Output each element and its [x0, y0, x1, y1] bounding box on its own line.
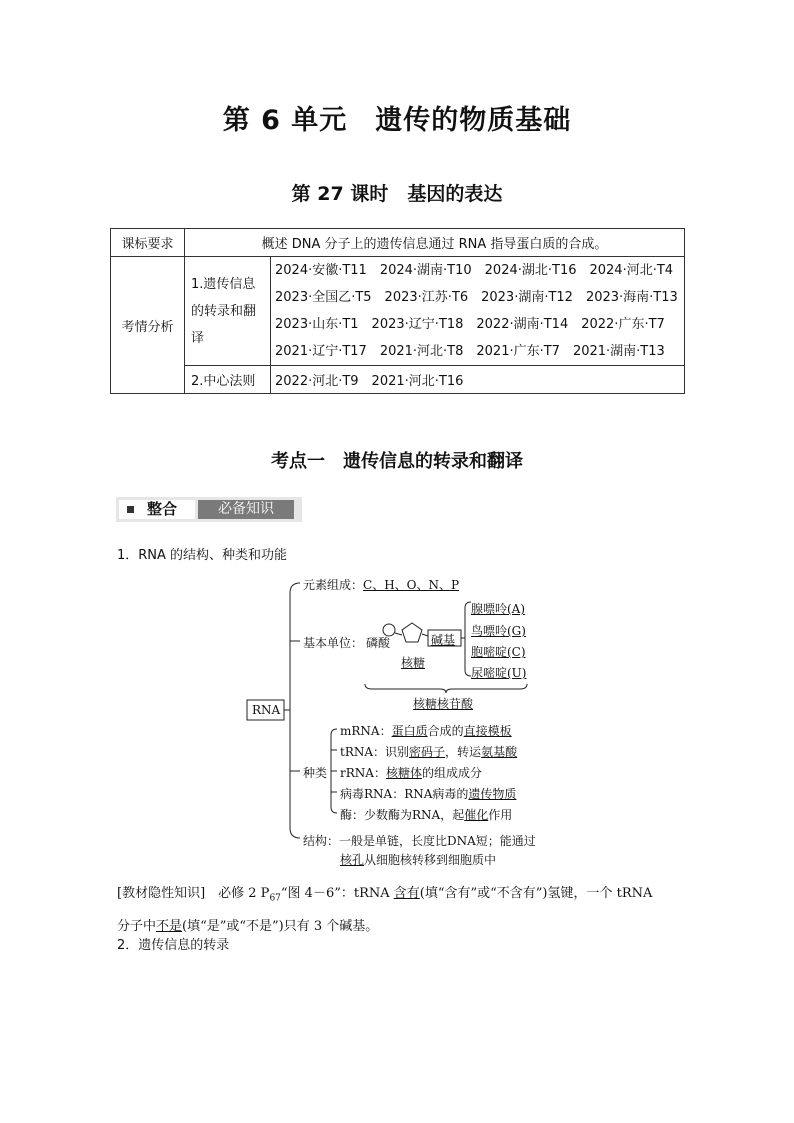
type-rrna	[340, 764, 482, 781]
type-trna	[340, 743, 517, 760]
exam-line: 2023·全国乙·T5 2023·江苏·T6 2023·湖南·T12 2023·海南·T13	[275, 290, 678, 305]
virus-prefix: 病毒RNA：RNA病毒的	[340, 787, 469, 801]
elements-value: C、H、O、N、P	[363, 578, 460, 592]
enzyme-suffix: 作用	[488, 808, 513, 822]
type-mrna	[340, 722, 512, 739]
phosphate-label: 磷酸	[366, 636, 391, 650]
base-uracil: 尿嘧啶(U)	[471, 666, 527, 680]
note-text-d: (填“是”或“不是”)只有 3 个碱基。	[182, 918, 379, 934]
nucleotide-label: 核糖核苷酸	[413, 697, 474, 711]
banner-left-label: 整合	[147, 500, 178, 518]
req-text: 概述 DNA 分子上的遗传信息通过 RNA 指导蛋白质的合成。	[185, 229, 685, 257]
mrna-prefix: mRNA：	[340, 724, 392, 738]
elements-label: 元素组成：	[303, 578, 364, 592]
exam-line: 2024·安徽·T11 2024·湖南·T10 2024·湖北·T16 2024·河北·T4	[275, 263, 674, 278]
virus-answer-1: 遗传物质	[468, 787, 517, 801]
type-virus-rna	[340, 785, 516, 802]
point-title: 考点一 遗传信息的转录和翻译	[271, 451, 523, 472]
topic2-line: 2022·河北·T9 2021·河北·T16	[271, 366, 685, 394]
structure-suffix: 从细胞核转移到细胞质中	[364, 853, 497, 867]
rrna-prefix: rRNA：	[340, 766, 386, 780]
base-adenine: 腺嘌呤(A)	[471, 602, 526, 616]
mrna-mid: 合成的	[427, 724, 464, 738]
ribose-pentagon	[402, 623, 422, 642]
section-heading-1: 1．RNA 的结构、种类和功能	[117, 548, 288, 563]
mrna-answer-2: 直接模板	[463, 724, 512, 738]
elements-row	[303, 576, 459, 593]
note-text-a: “图 4－6”：tRNA	[280, 886, 394, 901]
exam-line: 2021·辽宁·T17 2021·河北·T8 2021·广东·T7 2021·湖南·T13	[275, 344, 665, 359]
note-page-sub: 67	[269, 893, 281, 904]
trna-prefix: tRNA：识别	[340, 745, 410, 759]
base-label: 碱基	[431, 633, 456, 647]
rrna-suffix: 的组成成分	[421, 766, 482, 780]
note-answer-2: 不是	[156, 918, 183, 934]
base-cytosine: 胞嘧啶(C)	[471, 645, 526, 659]
analysis-label: 考情分析	[111, 257, 185, 394]
note-line-1	[117, 880, 687, 913]
req-label: 课标要求	[111, 229, 185, 257]
topic1-label: 1.遗传信息的转录和翻译	[185, 257, 271, 366]
textbook-hidden-knowledge	[117, 880, 687, 941]
section-heading-2: 2．遗传信息的转录	[117, 938, 230, 953]
rrna-answer-1: 核糖体	[385, 766, 422, 780]
trna-mid: ，转运	[445, 745, 482, 759]
note-text-b: (填“含有”或“不含有”)氢键，一个 tRNA	[419, 886, 653, 901]
enzyme-answer-1: 催化	[464, 808, 489, 822]
note-text-c: 分子中	[117, 918, 157, 934]
topic2-label: 2.中心法则	[185, 366, 271, 394]
type-enzyme	[340, 806, 512, 823]
lesson-title: 第 27 课时 基因的表达	[291, 183, 503, 205]
structure-line-2	[340, 851, 496, 868]
unit-label: 基本单位：	[303, 636, 364, 650]
ribose-label: 核糖	[401, 656, 426, 670]
banner-right-label: 必备知识	[198, 500, 294, 519]
trna-answer-1: 密码子	[409, 745, 446, 759]
trna-answer-2: 氨基酸	[481, 745, 518, 759]
base-guanine: 鸟嘌呤(G)	[471, 624, 526, 638]
structure-answer-1: 核孔	[340, 853, 365, 867]
note-answer-1: 含有	[393, 886, 420, 901]
unit-title: 第 6 单元 遗传的物质基础	[222, 105, 572, 136]
exam-line: 2023·山东·T1 2023·辽宁·T18 2022·湖南·T14 2022·广东·T7	[275, 317, 665, 332]
types-label: 种类	[303, 766, 328, 780]
structure-line-1: 结构：一般是单链，长度比DNA短；能通过	[303, 834, 536, 848]
enzyme-prefix: 酶：少数酶为RNA，起	[340, 808, 465, 822]
rna-root-label: RNA	[252, 703, 281, 717]
note-prefix: [教材隐性知识] 必修 2 P	[117, 886, 270, 901]
mrna-answer-1: 蛋白质	[391, 724, 428, 738]
